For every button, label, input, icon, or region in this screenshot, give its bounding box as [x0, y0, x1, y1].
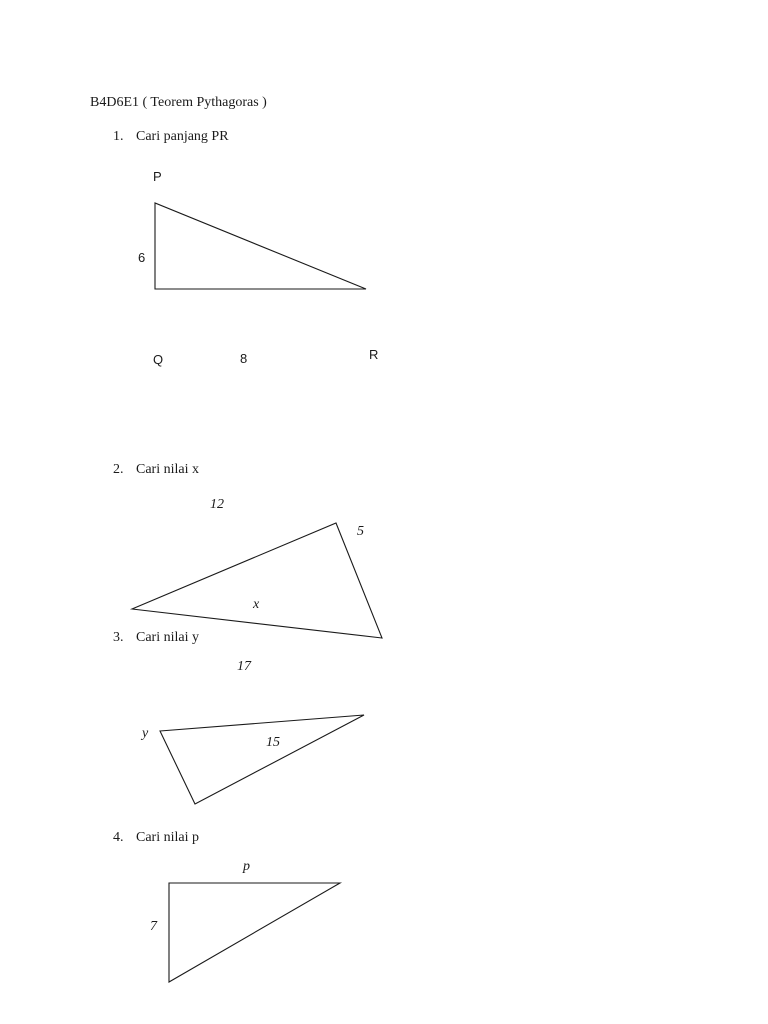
question-1-prompt: Cari panjang PR — [136, 129, 229, 144]
q1-vertex-p-label: P — [153, 169, 162, 184]
question-4-number: 4. — [113, 830, 124, 845]
question-1-number: 1. — [113, 129, 124, 144]
q2-side-x-label: x — [253, 597, 260, 612]
worksheet-title: B4D6E1 ( Teorem Pythagoras ) — [90, 95, 267, 110]
q1-side-pq-label: 6 — [138, 250, 146, 265]
q3-right-triangle — [160, 715, 364, 804]
q3-side-15-label: 15 — [266, 735, 280, 750]
q1-vertex-q-label: Q — [153, 352, 164, 367]
q2-right-triangle — [132, 523, 382, 638]
question-3-prompt: Cari nilai y — [136, 630, 199, 645]
q1-side-qr-label: 8 — [240, 351, 248, 366]
question-3-number: 3. — [113, 630, 124, 645]
q3-side-17-label: 17 — [237, 659, 251, 674]
q2-side-12-label: 12 — [210, 497, 224, 512]
question-2-number: 2. — [113, 462, 124, 477]
q4-side-7-label: 7 — [150, 919, 157, 934]
q1-right-triangle — [155, 203, 366, 289]
q4-right-triangle — [169, 883, 340, 982]
q2-side-5-label: 5 — [357, 524, 364, 539]
q3-side-y-label: y — [142, 726, 149, 741]
q4-side-p-label: p — [243, 859, 250, 874]
q1-vertex-r-label: R — [369, 347, 379, 362]
question-4-prompt: Cari nilai p — [136, 830, 199, 845]
question-2-prompt: Cari nilai x — [136, 462, 199, 477]
